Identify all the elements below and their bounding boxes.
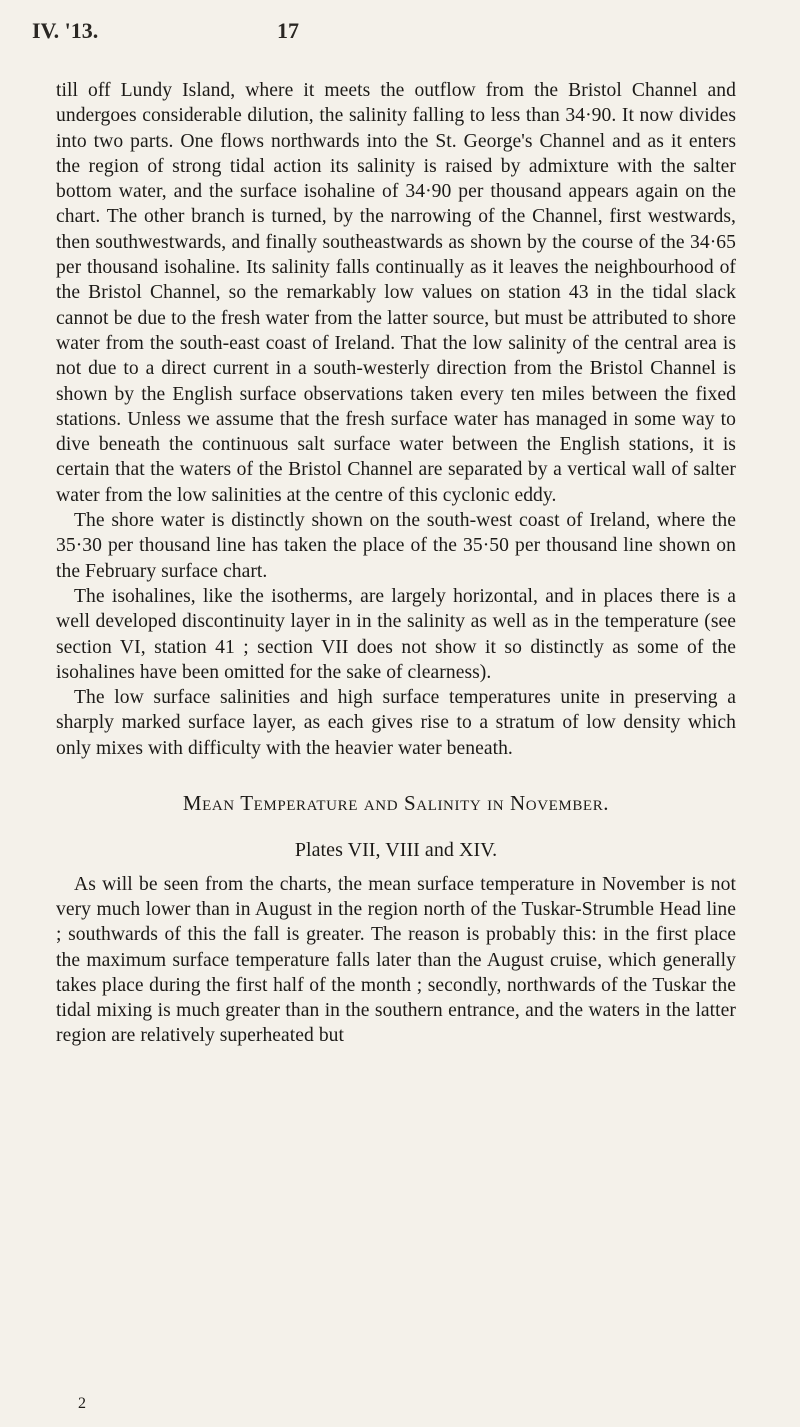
signature-mark: 2 [78, 1395, 86, 1412]
body-text [56, 78, 736, 1049]
page-number: 17 [277, 18, 299, 43]
plates-subheading: Plates VII, VIII and XIV. [294, 839, 498, 862]
section-heading: Mean Temperature and Salinity in November. [182, 791, 610, 816]
paragraph-continuation: till off Lundy Island, where it meets the outflow from the Bristol Channel and undergoes considerable dilution, the salinity falling to less than 34·90. It now divides into two parts. One flows northwards into the St. George's Channel and as it enters the region of strong tidal action its salinity is raised by admixture with the salter bottom water, and the surface isohaline of 34·90 per thousand appears again on the chart. The other branch is turned, by the narrowing of the Channel, first westwards, then southwestwards, and finally southeastwards as shown by the course of the 34·65 per thousand isohaline. Its salinity falls continually as it leaves the neighbourhood of the Bristol Channel, so the remarkably low values on station 43 in the tidal slack cannot be due to the fresh water from the latter source, but must be attributed to shore water from the south-east coast of Ireland. That the low salinity of the central area is not due to a direct current in a south-westerly direction from the Bristol Channel is shown by the English surface observations taken every ten miles between the fixed stations. Unless we assume that the fresh surface water has managed in some way to dive beneath the continuous salt surface water between the English stations, it is certain that the waters of the Bristol Channel are separated by a vertical wall of salter water from the low salinities at the centre of this cyclonic eddy. [56, 80, 736, 506]
paragraph-surface-layer: The low surface salinities and high surface temperatures unite in preserving a sharply marked surface layer, as each gives rise to a stratum of low density which only mixes with difficulty with the heavier water beneath. [56, 687, 736, 759]
paragraph-shore-water: The shore water is distinctly shown on the south-west coast of Ireland, where the 35·30 per thousand line has taken the place of the 35·50 per thousand line shown on the February surface chart. [56, 510, 736, 582]
paragraph-november: As will be seen from the charts, the mean surface temperature in November is not very much lower than in August in the region north of the Tuskar-Strumble Head line ; southwards of this the fall is greater. The reason is probably this: in the first place the maximum surface temperature falls later than the August cruise, which generally takes place during the first half of the month ; secondly, northwards of the Tuskar the tidal mixing is much greater than in the southern entrance, and the waters in the latter region are relatively superheated but [56, 873, 736, 1047]
running-head-date: IV. '13. [32, 18, 99, 43]
paragraph-isohalines: The isohalines, like the isotherms, are largely horizontal, and in places there is a well developed discontinuity layer in in the salinity as well as in the temperature (see section VI, station 41 ; section VII does not show it so distinctly as some of the isohalines have been omitted for the sake of clearness). [56, 585, 736, 683]
running-head [32, 14, 768, 50]
